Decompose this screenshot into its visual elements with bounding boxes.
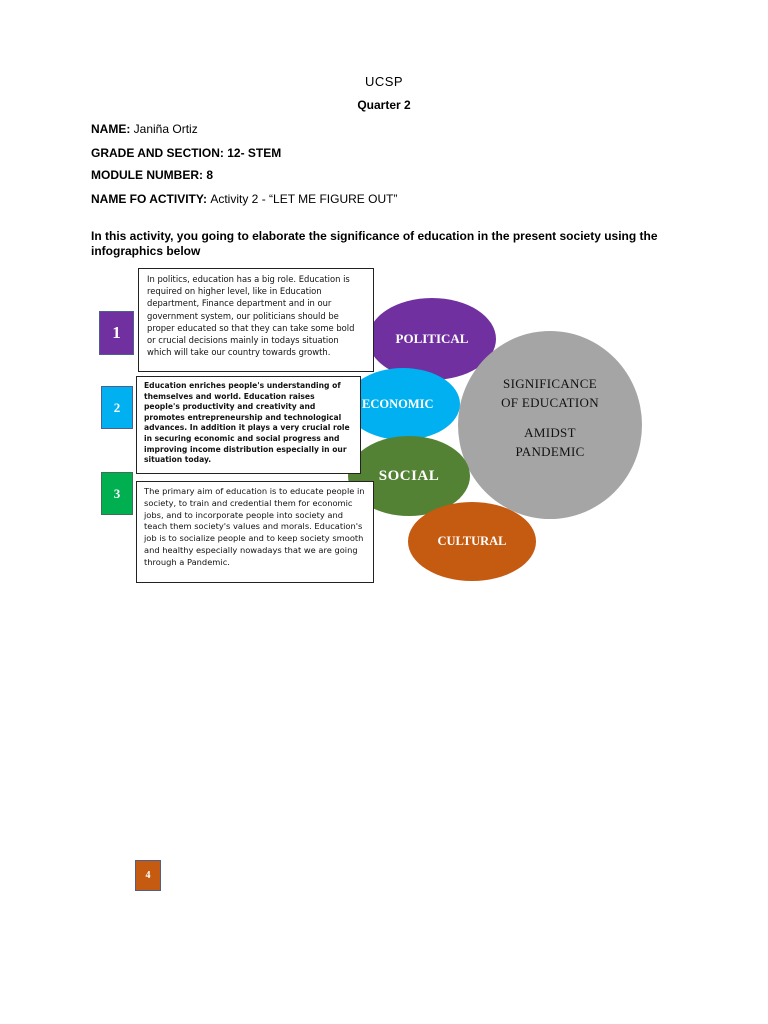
number-marker-3: 3 (101, 472, 133, 515)
economic-ellipse (346, 368, 460, 440)
grade-section-value: 12- STEM (227, 146, 282, 160)
activity-name-field (91, 192, 397, 206)
grade-section-label: GRADE AND SECTION: (91, 146, 224, 160)
cultural-label: CULTURAL (437, 534, 507, 548)
economic-label: ECONOMIC (362, 396, 434, 411)
number-marker-4: 4 (135, 860, 161, 891)
political-label: POLITICAL (395, 331, 469, 346)
number-marker-1: 1 (99, 311, 134, 355)
activity-name-value: Activity 2 - “LET ME FIGURE OUT” (210, 192, 398, 206)
cultural-ellipse (408, 502, 536, 581)
activity-name-label: NAME FO ACTIVITY: (91, 192, 207, 206)
module-number-label: MODULE NUMBER: (91, 168, 203, 182)
center-line-3: AMIDST (524, 425, 576, 440)
name-label: NAME: (91, 122, 131, 136)
number-marker-2: 2 (101, 386, 133, 429)
instruction-text: In this activity, you going to elaborate the significance of education in the present society using the infographics below (91, 229, 658, 258)
name-field (91, 122, 198, 136)
center-line-2: OF EDUCATION (501, 395, 599, 410)
name-value: Janiña Ortiz (133, 122, 198, 136)
grade-section-field (91, 146, 281, 160)
economic-textbox: Education enriches people's understanding of themselves and world. Education raises people's productivity and creativity and promotes entrepreneurship and technological advances. In addition it plays a very crucial role in securing economic and social progress and improving income distribution especially in our situation today. (136, 376, 361, 474)
center-circle (458, 331, 642, 519)
social-textbox: The primary aim of education is to educate people in society, to train and credential them for economic jobs, and to incorporate people into society and teach them society's values and morals. Education's job is to socialize people and to keep society smooth and healthy especially nowadays that we are going through a Pandemic. (136, 481, 374, 583)
module-number-field (91, 168, 213, 182)
center-line-4: PANDEMIC (515, 444, 585, 459)
social-label: SOCIAL (378, 467, 440, 484)
document-title: UCSP (364, 74, 404, 89)
political-textbox: In politics, education has a big role. Education is required on higher level, like in Education department, Finance department and in our government system, our politicians should be proper educated so that they can take some bold or crucial decisions mainly in todays situation which will take our country towards growth. (138, 268, 374, 372)
module-number-value: 8 (206, 168, 214, 182)
center-line-1: SIGNIFICANCE (503, 376, 597, 391)
document-subtitle: Quarter 2 (357, 98, 411, 112)
